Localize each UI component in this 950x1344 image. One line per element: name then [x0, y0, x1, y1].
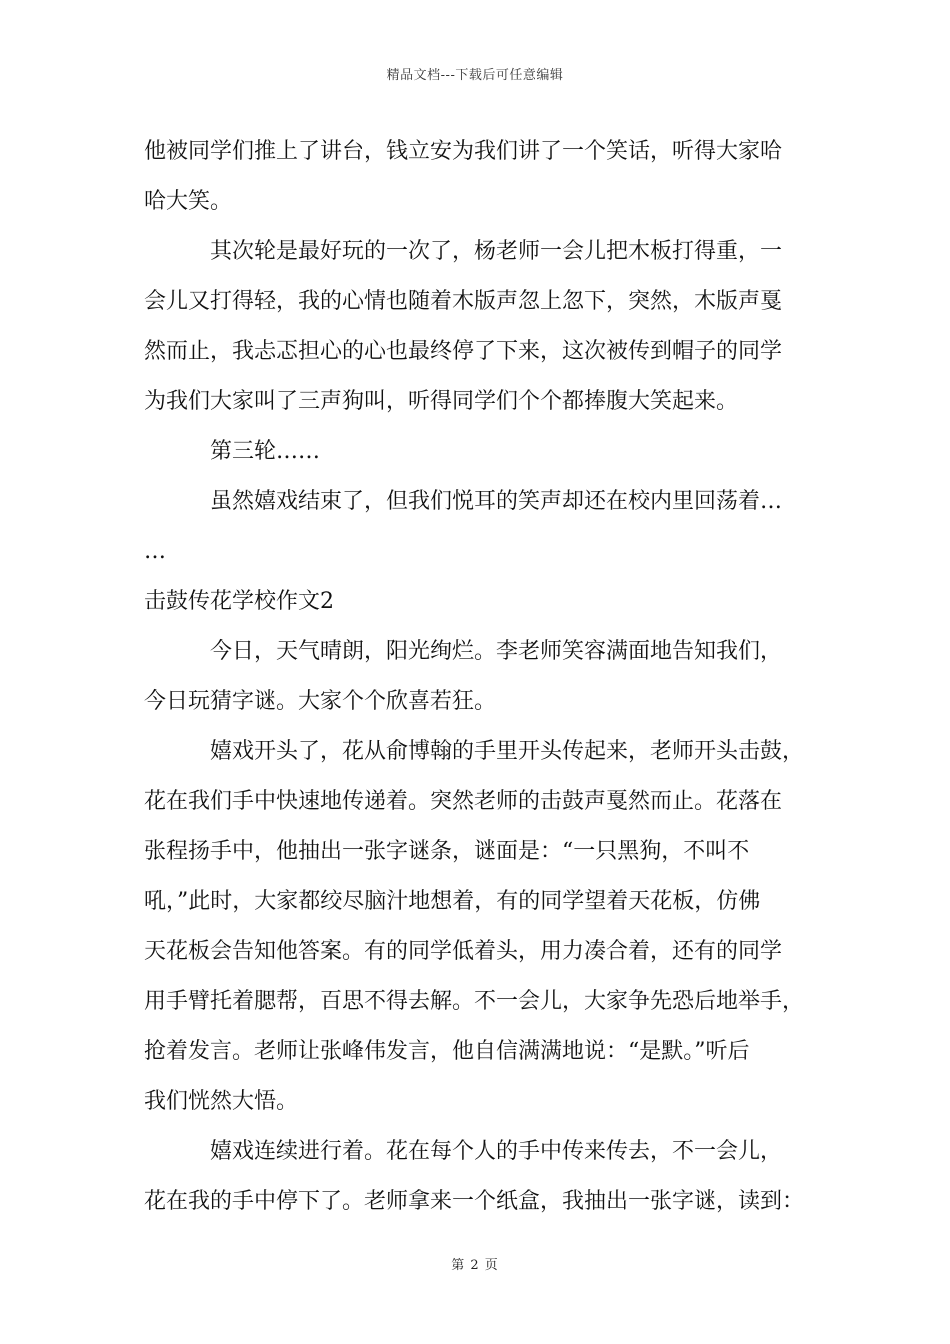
text-line: …: [144, 539, 166, 564]
text-line: 今日，天气晴朗，阳光绚烂。李老师笑容满面地告知我们，: [210, 639, 783, 664]
text-line: 哈大笑。: [144, 189, 233, 214]
section-title: 击鼓传花学校作文2: [144, 589, 334, 614]
text-line: 张程扬手中，他抽出一张字谜条，谜面是：“一只黑狗，不叫不: [144, 839, 750, 864]
page-number: 第 2 页: [451, 1258, 499, 1273]
text-line: 抢着发言。老师让张峰伟发言，他自信满满地说：“是默。”听后: [144, 1039, 750, 1064]
text-line: 今日玩猜字谜。大家个个欣喜若狂。: [144, 689, 497, 714]
text-line: 为我们大家叫了三声狗叫，听得同学们个个都捧腹大笑起来。: [144, 389, 739, 414]
text-line: 花在我的手中停下了。老师拿来一个纸盒，我抽出一张字谜，读到：: [144, 1189, 805, 1214]
text-line: 天花板会告知他答案。有的同学低着头，用力凑合着，还有的同学: [144, 939, 783, 964]
text-line: 然而止，我忐忑担心的心也最终停了下来，这次被传到帽子的同学: [144, 339, 783, 364]
text-line: 用手臂托着腮帮，百思不得去解。不一会儿，大家争先恐后地举手，: [144, 989, 805, 1014]
text-line: 花在我们手中快速地传递着。突然老师的击鼓声戛然而止。花落在: [144, 789, 783, 814]
text-line: 他被同学们推上了讲台，钱立安为我们讲了一个笑话，听得大家哈: [144, 139, 783, 164]
text-line: 嬉戏连续进行着。花在每个人的手中传来传去，不一会儿，: [210, 1139, 783, 1164]
text-line: 虽然嬉戏结束了，但我们悦耳的笑声却还在校内里回荡着…: [210, 489, 783, 514]
text-line: 第三轮……: [210, 439, 321, 464]
document-body: [144, 127, 824, 1227]
text-line: 其次轮是最好玩的一次了，杨老师一会儿把木板打得重，一: [210, 239, 783, 264]
page-header: 精品文档---下载后可任意编辑: [386, 68, 564, 83]
text-line: 吼，”此时，大家都绞尽脑汁地想着，有的同学望着天花板，仿佛: [144, 889, 761, 914]
text-line: 会儿又打得轻，我的心情也随着木版声忽上忽下，突然，木版声戛: [144, 289, 783, 314]
text-line: 嬉戏开头了，花从俞博翰的手里开头传起来，老师开头击鼓，: [210, 739, 805, 764]
text-line: 我们恍然大悟。: [144, 1089, 299, 1114]
